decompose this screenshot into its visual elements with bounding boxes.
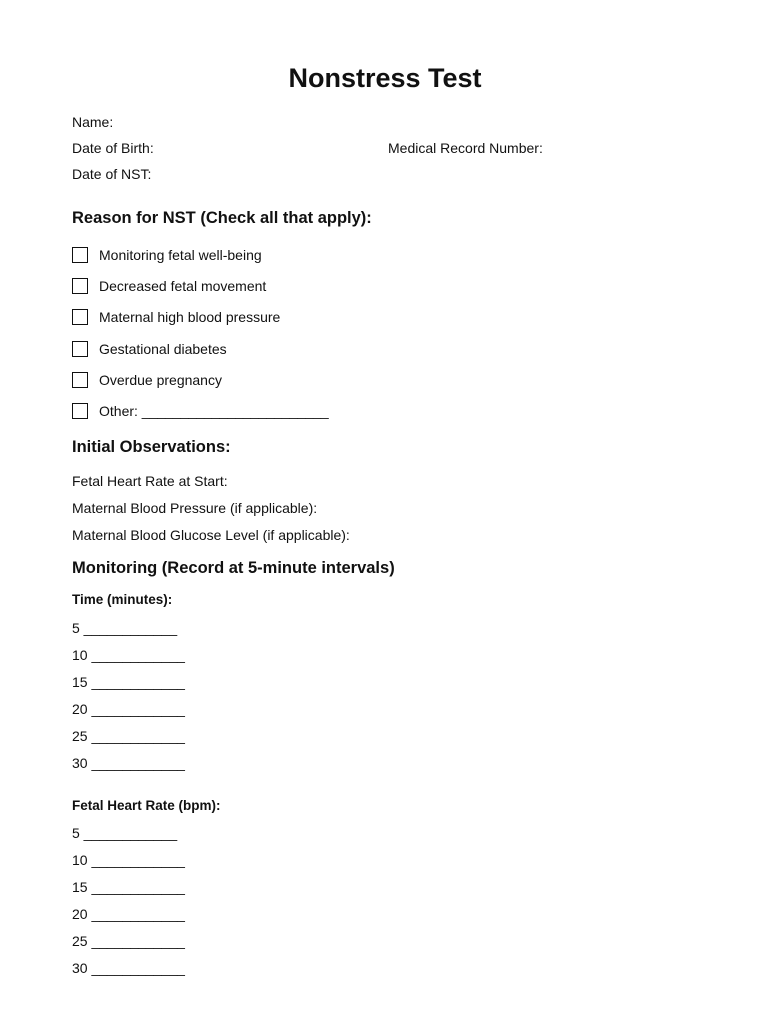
fhr-interval: 10 ____________ <box>72 852 185 868</box>
fhr-interval: 15 ____________ <box>72 879 185 895</box>
fhr-interval: 25 ____________ <box>72 933 185 949</box>
nst-date-label: Date of NST: <box>72 166 152 182</box>
checkbox-label: Gestational diabetes <box>99 341 227 357</box>
checkbox[interactable] <box>72 309 88 325</box>
time-interval: 30 ____________ <box>72 755 185 771</box>
checkbox-label: Decreased fetal movement <box>99 278 267 294</box>
page-title: Nonstress Test <box>288 63 482 93</box>
fhr-interval: 5 ____________ <box>72 825 178 841</box>
fhr-bpm-label: Fetal Heart Rate (bpm): <box>72 798 221 813</box>
checkbox[interactable] <box>72 403 88 419</box>
checkbox[interactable] <box>72 278 88 294</box>
fhr-interval: 20 ____________ <box>72 906 185 922</box>
fhr-interval: 30 ____________ <box>72 960 185 976</box>
initial-fhr-label: Fetal Heart Rate at Start: <box>72 473 228 489</box>
checkbox-label: Other: ________________________ <box>99 403 329 419</box>
time-interval: 10 ____________ <box>72 647 185 663</box>
dob-label: Date of Birth: <box>72 140 154 156</box>
initial-observations-heading: Initial Observations: <box>72 438 231 456</box>
checkbox[interactable] <box>72 372 88 388</box>
time-interval: 5 ____________ <box>72 620 178 636</box>
time-interval: 20 ____________ <box>72 701 185 717</box>
checkbox[interactable] <box>72 247 88 263</box>
checkbox-label: Monitoring fetal well-being <box>99 247 262 263</box>
checkbox-label: Maternal high blood pressure <box>99 309 281 325</box>
maternal-bp-label: Maternal Blood Pressure (if applicable): <box>72 500 318 516</box>
reason-heading: Reason for NST (Check all that apply): <box>72 209 372 227</box>
checkbox[interactable] <box>72 341 88 357</box>
name-label: Name: <box>72 114 114 130</box>
time-interval: 15 ____________ <box>72 674 185 690</box>
monitoring-heading: Monitoring (Record at 5-minute intervals) <box>72 559 395 577</box>
checkbox-label: Overdue pregnancy <box>99 372 222 388</box>
time-minutes-label: Time (minutes): <box>72 592 173 607</box>
mrn-label: Medical Record Number: <box>388 140 543 156</box>
maternal-glucose-label: Maternal Blood Glucose Level (if applicable): <box>72 527 350 543</box>
time-interval: 25 ____________ <box>72 728 185 744</box>
